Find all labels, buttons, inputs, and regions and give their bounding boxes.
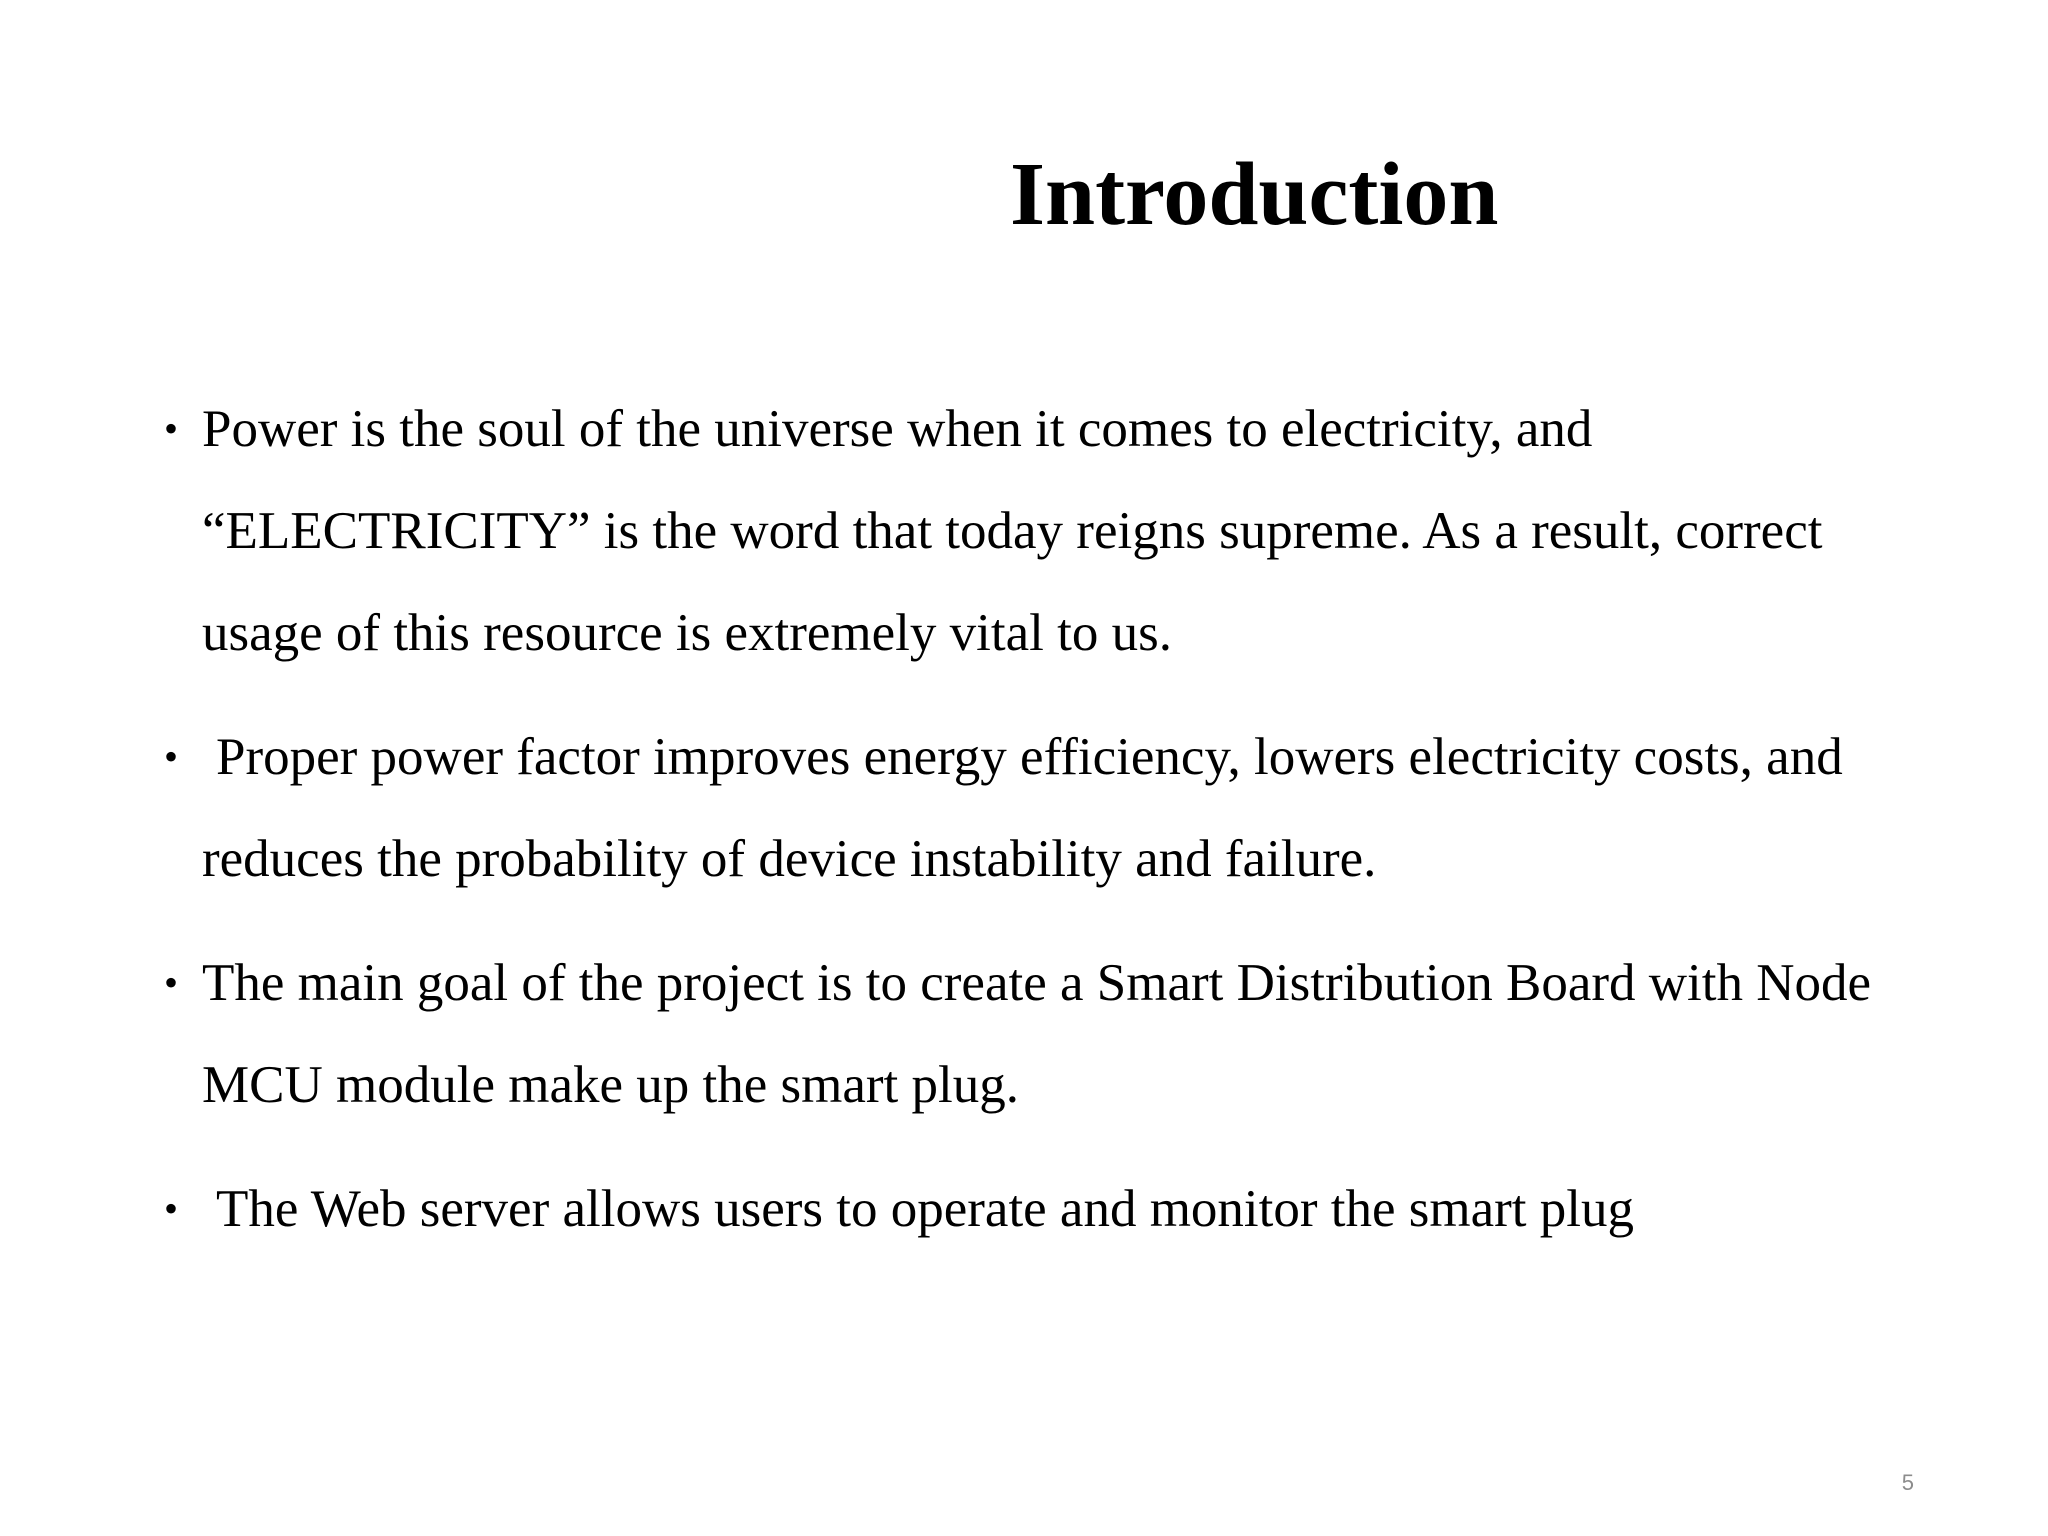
bullet-dot-icon: • [164, 734, 179, 779]
bullet-item [160, 378, 1920, 684]
bullet-list [160, 378, 1920, 1282]
bullet-text: The main goal of the project is to create a Smart Distribution Board with Node MCU module make up the smart plug. [202, 954, 1872, 1114]
bullet-text: The Web server allows users to operate and monitor the smart plug [216, 1180, 1635, 1238]
bullet-dot-icon: • [164, 960, 179, 1005]
bullet-item [160, 932, 1920, 1136]
bullet-text: Power is the soul of the universe when it comes to electricity, and “ELECTRICITY” is the word that today reigns supreme. As a result, correct usage of this resource is extremely vital to us. [202, 400, 1823, 662]
bullet-dot-icon: • [164, 1186, 179, 1231]
bullet-item [160, 706, 1920, 910]
page-number: 5 [1901, 1470, 1914, 1495]
slide-title: Introduction [1010, 145, 1499, 244]
bullet-dot-icon: • [164, 406, 179, 451]
bullet-item [160, 1158, 1920, 1260]
bullet-text: Proper power factor improves energy efficiency, lowers electricity costs, and reduces the probability of device instability and failure. [202, 728, 1843, 888]
